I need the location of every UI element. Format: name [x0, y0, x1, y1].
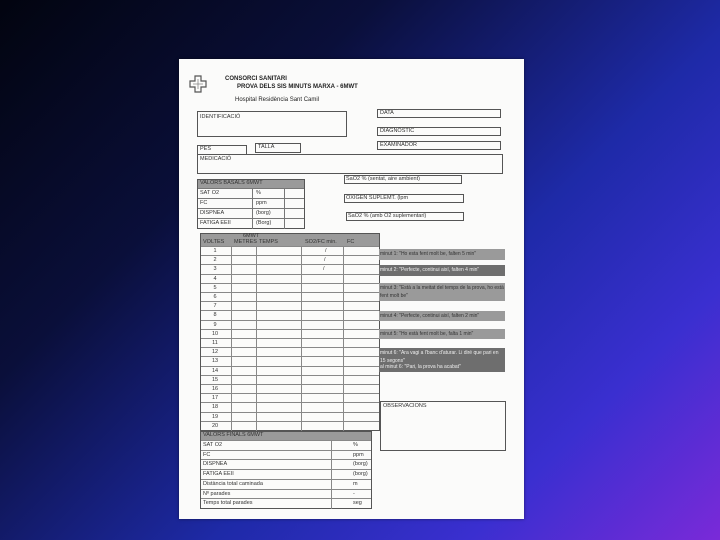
- hospital-cross-logo-icon: [189, 75, 207, 93]
- divider: [284, 219, 285, 229]
- data-label: DATA: [380, 110, 394, 116]
- instruction-1: minut 1: "Ho esta fent molt be, falten 5 min": [379, 249, 505, 260]
- oxigen-box[interactable]: [344, 194, 464, 203]
- oxigen-label: OXIGEN SUPLEMT. (lpm: [346, 195, 409, 201]
- data-box[interactable]: [377, 109, 501, 118]
- lap-number: 9: [213, 321, 217, 328]
- medicacio-label: MEDICACIÓ: [200, 156, 232, 162]
- basal-row-unit: %: [256, 190, 261, 196]
- final-title: VALORS FINALS 6MWT: [203, 432, 264, 438]
- sao2-o2-label: SaO2 % (amb O2 suplementari): [348, 213, 427, 219]
- instruction-2: minut 2: "Perfecte, continui així, falten 4 min": [379, 265, 505, 276]
- basal-title: VALORS BASALS 6MWT: [200, 180, 263, 186]
- lap-number: 14: [211, 367, 219, 374]
- lap-number: 15: [211, 376, 219, 383]
- basal-row-unit: (Borg): [256, 220, 272, 226]
- divider: [252, 219, 253, 229]
- lap-number: 11: [212, 340, 218, 346]
- pes-label: PES: [200, 146, 212, 152]
- divider: [256, 422, 257, 431]
- basal-header: [198, 180, 304, 188]
- slash-mark: /: [323, 266, 325, 273]
- form-title: PROVA DELS SIS MINUTS MARXA - 6MWT: [237, 84, 358, 90]
- final-values-table: [200, 431, 372, 509]
- lap-number: 8: [213, 312, 217, 319]
- col-fc: FC: [347, 239, 355, 245]
- examinador-box[interactable]: [377, 141, 501, 150]
- final-header: [201, 432, 371, 440]
- instruction-6: minut 6: "Ara vagi a l'banc d'aturar. Li diré que pari en 15 segons" al minut 6: "Pari, la prova ha acabat": [379, 348, 505, 372]
- examinador-label: EXAMINADOR: [380, 142, 417, 148]
- divider: [301, 422, 302, 431]
- talla-label: TALLA: [258, 144, 275, 150]
- lap-number: 6: [213, 294, 217, 300]
- final-row-label: Distància total caminada: [203, 480, 263, 487]
- lap-number: 10: [211, 330, 219, 337]
- sao2-o2-box[interactable]: [346, 212, 464, 221]
- divider: [331, 499, 332, 509]
- final-row-label: FATIGA EEII: [203, 471, 234, 478]
- lap-number: 2: [213, 257, 217, 264]
- instruction-3: minut 3: "Està a la meitat del temps de la prova, ho està fent molt be": [379, 283, 505, 301]
- lap-number: 1: [213, 248, 217, 254]
- final-row-unit: ppm: [353, 451, 364, 458]
- hospital-name: Hospital Residència Sant Camil: [235, 97, 320, 103]
- lap-number: 4: [213, 275, 217, 282]
- final-row-label: SAT O2: [203, 442, 223, 448]
- lap-number: 18: [211, 404, 219, 411]
- observacions-label: OBSERVACIONS: [383, 403, 427, 409]
- basal-row-label: FATIGA EEII: [200, 220, 231, 226]
- lap-number: 17: [211, 395, 219, 402]
- col-sat: SO2/FC min.: [305, 239, 337, 245]
- final-row-label: FC: [203, 451, 211, 458]
- final-row-label: DISPNEA: [203, 461, 228, 468]
- lap-number: 7: [213, 303, 217, 310]
- basal-row-label: DISPNEA: [200, 210, 225, 216]
- lap-number: 20: [211, 422, 219, 429]
- divider: [231, 422, 232, 431]
- basal-values-table: [197, 179, 305, 229]
- talla-box[interactable]: [255, 143, 301, 153]
- slash-mark: /: [324, 257, 326, 264]
- laps-title: 6MWT: [243, 233, 260, 239]
- laps-header: [201, 234, 379, 246]
- final-rows: [201, 440, 371, 508]
- basal-row-unit: (borg): [256, 210, 271, 216]
- col-voltes: VOLTES: [203, 239, 225, 245]
- lap-number: 16: [211, 386, 219, 392]
- lap-number: 12: [211, 349, 219, 356]
- final-row: [201, 498, 371, 509]
- lap-number: 19: [211, 413, 219, 420]
- basal-row-label: SAT O2: [200, 190, 220, 196]
- medicacio-box[interactable]: [197, 154, 503, 174]
- final-row-unit: m: [353, 480, 358, 487]
- lap-number: 13: [211, 358, 219, 365]
- basal-row: [198, 218, 304, 229]
- final-row-unit: (borg): [353, 471, 368, 478]
- org-name: CONSORCI SANITARI: [225, 76, 287, 82]
- lap-number: 5: [213, 284, 217, 291]
- basal-row-unit: ppm: [256, 200, 267, 206]
- diagnostic-label: DIAGNÒSTIC: [380, 128, 415, 134]
- sao2-rest-box[interactable]: [344, 175, 462, 184]
- final-row-unit: seg: [353, 500, 362, 507]
- final-row-label: Temps total parades: [203, 500, 253, 507]
- basal-row-label: FC: [200, 200, 208, 206]
- diagnostic-box[interactable]: [377, 127, 501, 136]
- divider: [343, 422, 344, 431]
- instruction-4: minut 4: "Perfecte, continui així, falten 2 min": [379, 311, 505, 321]
- lap-row: [201, 421, 379, 431]
- final-row-unit: %: [353, 442, 358, 448]
- slash-mark: /: [325, 248, 327, 254]
- basal-rows: [198, 188, 304, 228]
- final-row-unit: -: [353, 490, 355, 497]
- laps-table: [200, 233, 380, 431]
- scanned-form: [179, 59, 524, 519]
- lap-rows: [201, 246, 379, 430]
- observacions-box[interactable]: [380, 401, 506, 451]
- instruction-5: minut 5: "Ho està fent molt be, falta 1 min": [379, 329, 505, 339]
- identificacio-box[interactable]: [197, 111, 347, 137]
- identificacio-label: IDENTIFICACIÓ: [200, 114, 241, 120]
- sao2-rest-label: SaO2 % (sentat, aire ambient): [346, 176, 420, 182]
- lap-number: 3: [213, 266, 217, 273]
- col-temps: TEMPS: [259, 239, 278, 245]
- final-row-label: Nº parades: [203, 490, 231, 497]
- col-metres: METRES: [234, 239, 257, 245]
- final-row-unit: (borg): [353, 461, 368, 468]
